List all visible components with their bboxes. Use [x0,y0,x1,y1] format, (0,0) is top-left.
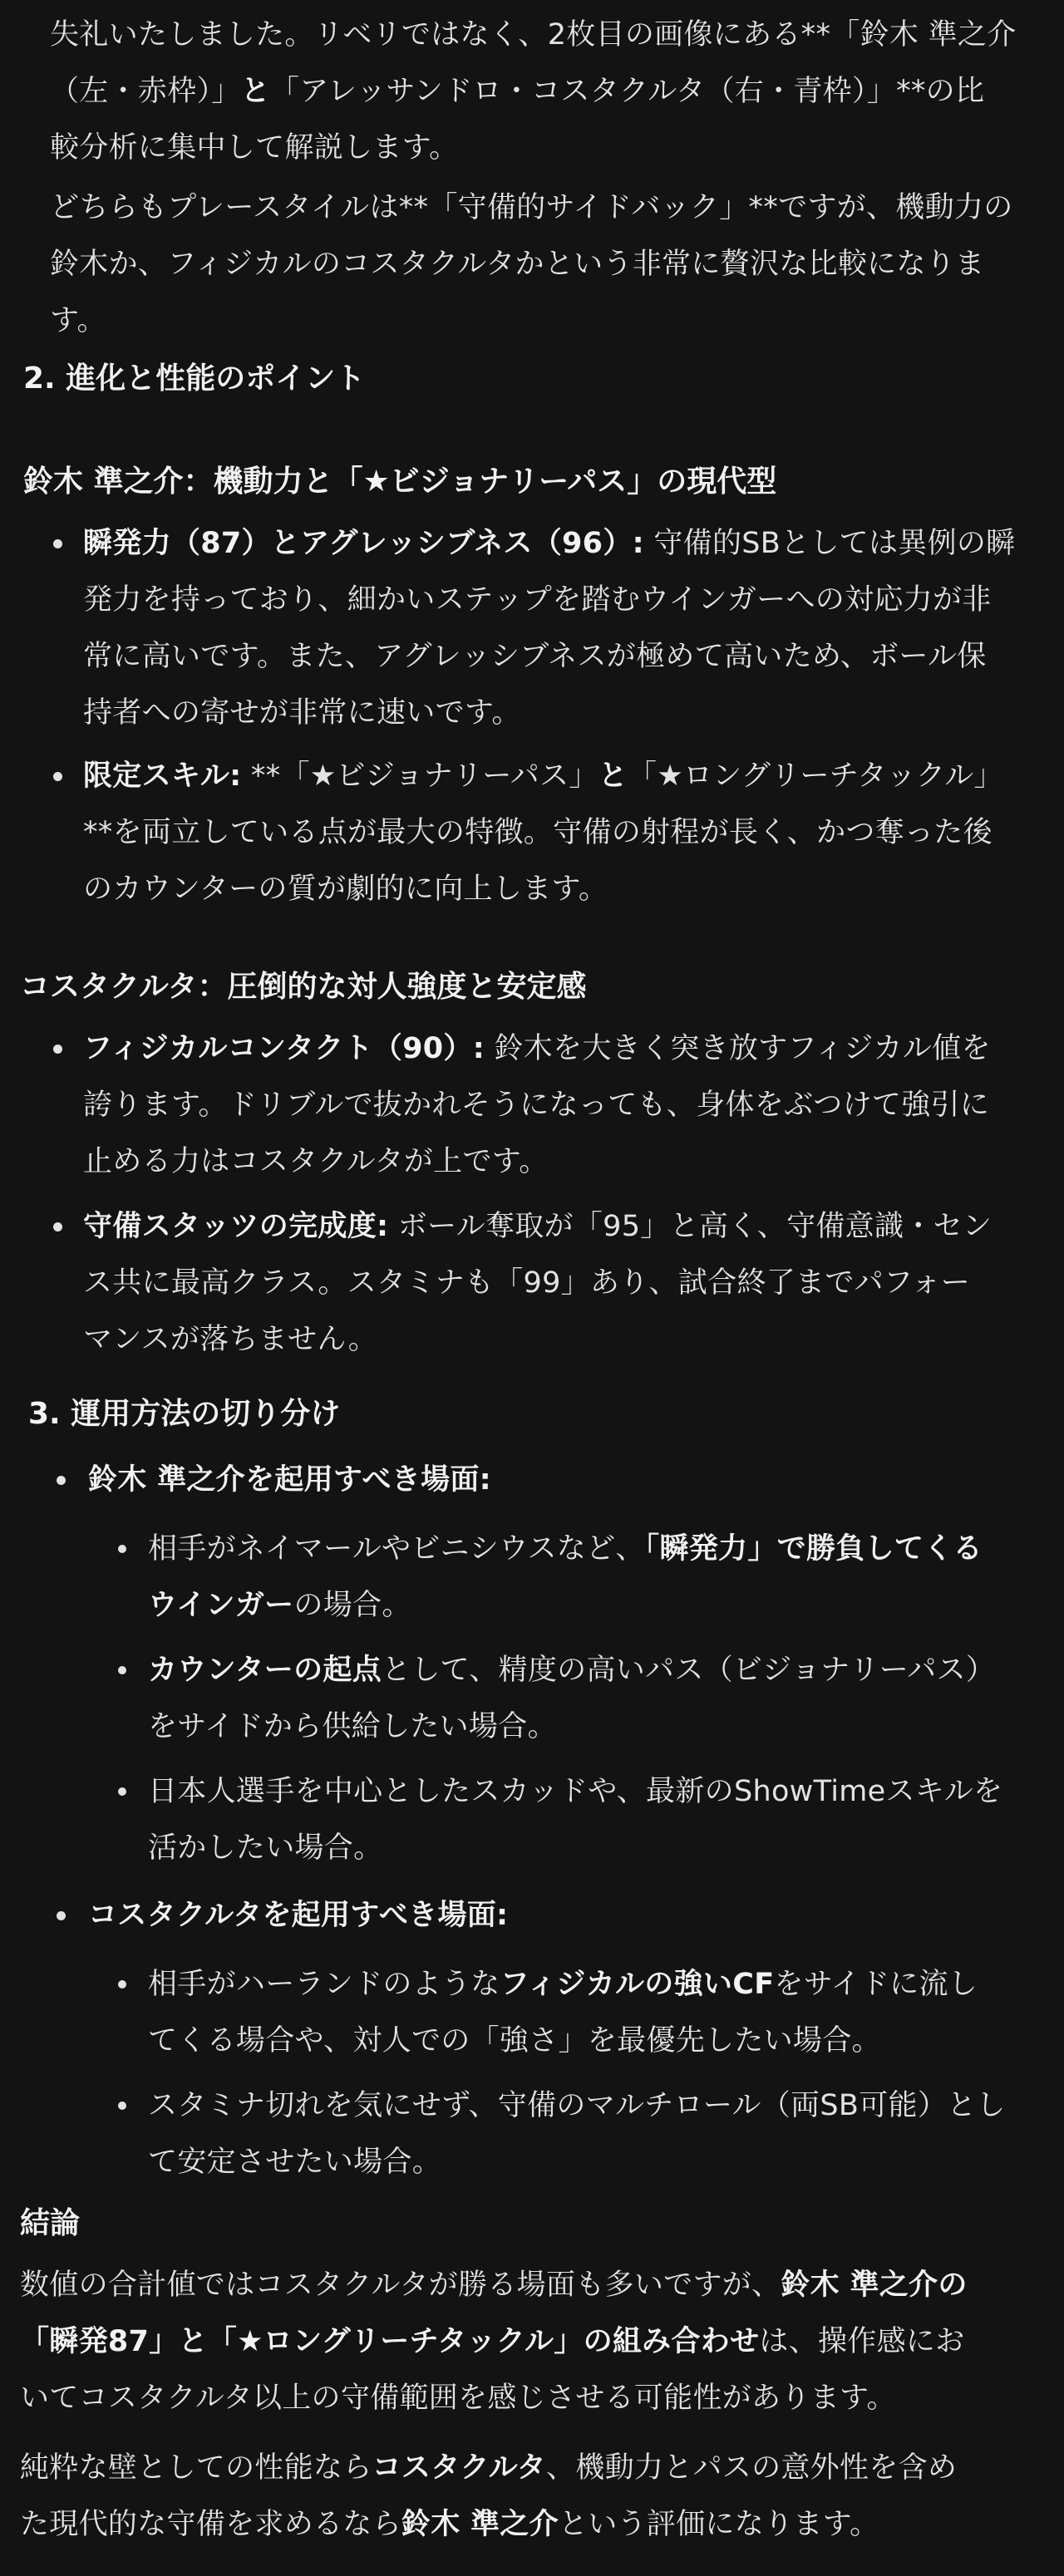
suzuki-item-skills: 限定スキル: **「★ビジョナリーパス」と「★ロングリーチタックル」 **を両立している点が最大の特徴。守備の射程が長く、かつ奪った後 のカウンターの質が劇的に向上します。 [83,760,1003,906]
bullet-icon [118,1980,126,1989]
suzuki-use-item-3: 日本人選手を中心としたスカッドや、最新のShowTimeスキルを 活かしたい場合。 [148,1775,1003,1865]
bullet-icon [53,539,62,548]
section-3-heading: 3. 運用方法の切り分け [28,1397,341,1431]
costacurta-item-physical-label: フィジカルコンタクト（90）: [83,1032,485,1065]
bullet-icon [118,1666,126,1674]
costacurta-use-item-1: 相手がハーランドのようなフィジカルの強いCFをサイドに流し てくる場合や、対人での「強さ」を最優先したい場合。 [148,1968,978,2057]
intro-paragraph-1 [50,7,1047,176]
conclusion-paragraph-2: 純粋な壁としての性能ならコスタクルタ、機動力とパスの意外性を含め た現代的な守備を求めるなら鈴木 準之介という評価になります。 [20,2451,958,2541]
bullet-icon [118,1787,126,1796]
costacurta-heading: コスタクルタ：圧倒的な対人強度と安定感 [20,970,587,1004]
bullet-icon [118,1545,126,1553]
bullet-icon [53,772,62,781]
costacurta-item-defense: 守備スタッツの完成度: ボール奪取が「95」と高く、守備意識・セン ス共に最高クラス。スタミナも「99」あり、試合終了までパフォー マンスが落ちません。 [83,1210,993,1356]
costacurta-use-item-2: スタミナ切れを気にせず、守備のマルチロール（両SB可能）とし て安定させたい場合。 [148,2089,1006,2179]
suzuki-item-agility: 瞬発力（87）とアグレッシブネス（96）: 守備的SBとしては異例の瞬 発力を持っており、細かいステップを踏むウインガーへの対応力が非 常に高いです。また、アグレッシブネスが極めて高いため、ボール保 持者への寄せが非常に速いです。 [83,527,1016,730]
suzuki-use-label: 鈴木 準之介を起用すべき場面: [88,1463,491,1497]
bullet-icon [118,2102,126,2110]
bullet-icon [53,1222,62,1231]
costacurta-use-label: コスタクルタを起用すべき場面: [88,1899,509,1932]
conclusion-paragraph-1: 数値の合計値ではコスタクルタが勝る場面も多いですが、鈴木 準之介の 「瞬発87」と「★ロングリーチタックル」の組み合わせは、操作感にお いてコスタクルタ以上の守備範囲を感じさせる可能性があります。 [20,2269,968,2415]
suzuki-item-agility-label: 瞬発力（87）とアグレッシブネス（96）: [83,527,644,560]
bullet-icon [57,1911,66,1920]
suzuki-use-item-1: 相手がネイマールやビニシウスなど、「瞬発力」で勝負してくる ウインガーの場合。 [148,1532,983,1622]
costacurta-item-defense-label: 守備スタッツの完成度: [83,1210,389,1243]
bullet-icon [53,1045,62,1054]
section-2-heading: 2. 進化と性能のポイント [23,361,366,396]
intro-p1-line1: 失礼いたしました。リベリではなく、2枚目の画像にある**「鈴木 準之介 [50,18,1017,52]
intro-p1-line2: （左・赤枠）」と「アレッサンドロ・コスタクルタ（右・青枠）」**の比 [50,75,985,108]
suzuki-use-item-2: カウンターの起点として、精度の高いパス（ビジョナリーパス） をサイドから供給したい場合。 [148,1654,996,1743]
bullet-icon [57,1476,66,1485]
suzuki-item-skills-label: 限定スキル: [83,760,242,793]
conclusion-heading: 結論 [20,2206,81,2240]
suzuki-heading: 鈴木 準之介：機動力と「★ビジョナリーパス」の現代型 [23,465,777,499]
intro-p1-line3: 較分析に集中して解説します。 [50,131,459,165]
intro-paragraph-2: どちらもプレースタイルは**「守備的サイドバック」**ですが、機動力の 鈴木か、フィジカルのコスタクルタかという非常に贅沢な比較になりま す。 [50,191,1013,337]
costacurta-item-physical: フィジカルコンタクト（90）: 鈴木を大きく突き放すフィジカル値を 誇ります。ドリブルで抜かれそうになっても、身体をぶつけて強引に 止める力はコスタクルタが上です。 [83,1032,991,1178]
